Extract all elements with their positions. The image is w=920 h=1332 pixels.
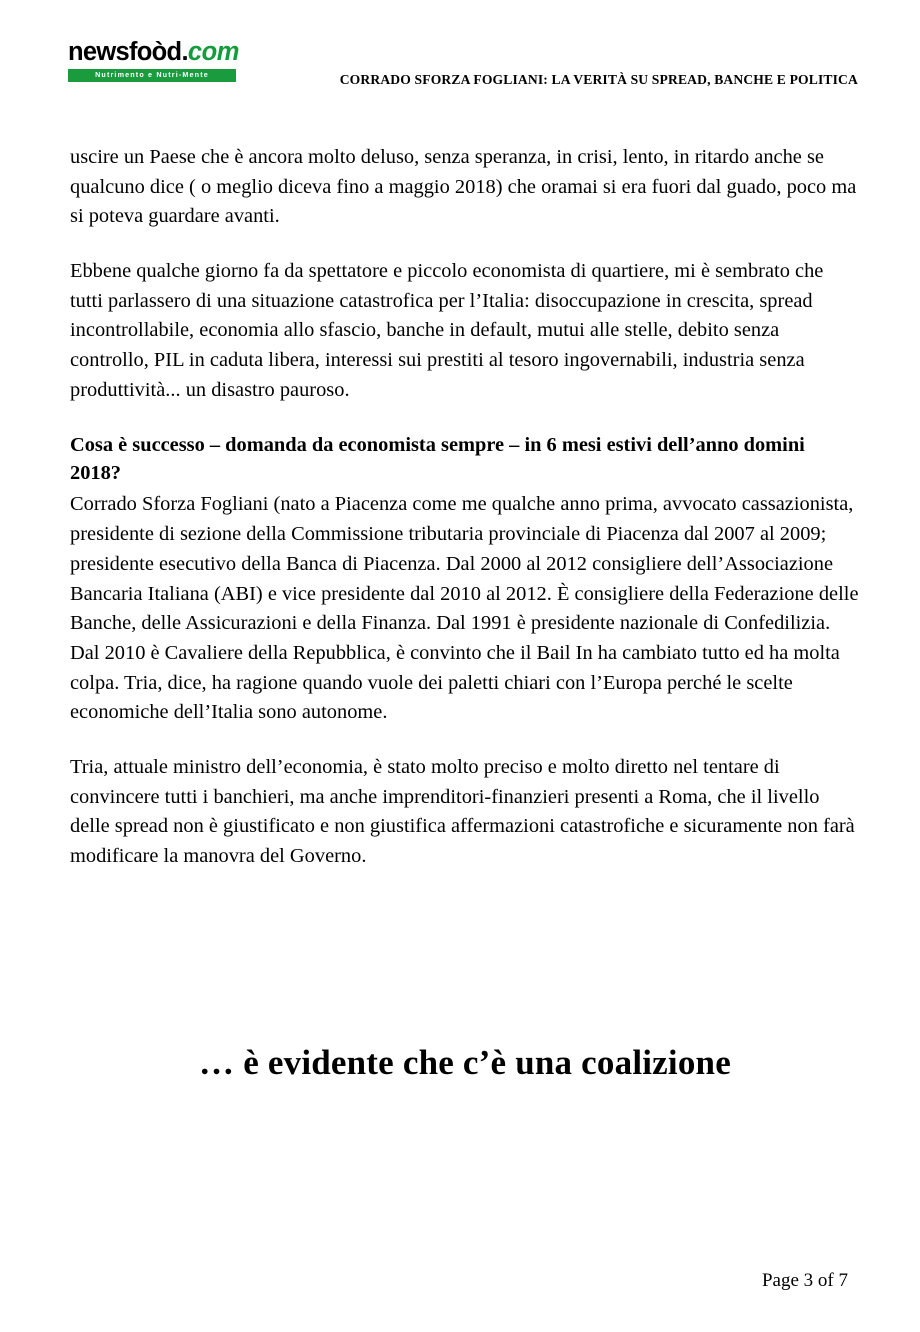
document-header-title: CORRADO SFORZA FOGLIANI: LA VERITÀ SU SPREAD, BANCHE E POLITICA bbox=[339, 72, 858, 87]
logo-dot: . bbox=[181, 38, 188, 66]
logo-word-accent: ò bbox=[151, 38, 167, 66]
section-heading-1: Cosa è successo – domanda da economista sempre – in 6 mesi estivi dell’anno domini 2018? bbox=[70, 433, 805, 485]
paragraph-4: Tria, attuale ministro dell’economia, è stato molto preciso e molto diretto nel tentare di convincere tutti i banchieri, ma anche imprenditori-finanzieri presenti a Roma, che il livello delle spread non è giustificato e non giustifica affermazioni catastrofiche e sicuramente non farà modificare la manovra del Governo. bbox=[70, 755, 855, 867]
newsfood-logo bbox=[68, 38, 244, 82]
logo-wordmark bbox=[68, 40, 244, 66]
paragraph-2: Ebbene qualche giorno fa da spettatore e piccolo economista di quartiere, mi è sembrato che tutti parlassero di una situazione catastrofica per l’Italia: disoccupazione in crescita, spread incontrollabile, economia allo sfascio, banche in default, mutui alle stelle, debito senza controllo, PIL in caduta libera, interessi sui prestiti al tesoro ingovernabili, industria senza produttività... un disastro pauroso. bbox=[70, 260, 824, 401]
logo-tagline-bar bbox=[68, 69, 236, 82]
logo-word-tail: d bbox=[166, 38, 182, 66]
paragraph-1: uscire un Paese che è ancora molto deluso, senza speranza, in crisi, lento, in ritardo anche se qualcuno dice ( o meglio diceva fino a maggio 2018) che oramai si era fuori dal guado, poco ma si poteva guardare avanti. bbox=[70, 146, 857, 228]
pullquote-headline: … è evidente che c’è una coalizione bbox=[199, 1043, 731, 1082]
logo-tagline: Nutrimento e Nutri-Mente bbox=[95, 70, 209, 80]
document-header bbox=[68, 38, 858, 116]
logo-word-main: newsfo bbox=[68, 38, 152, 66]
page-number-label: Page 3 of 7 bbox=[761, 1270, 848, 1292]
logo-com: com bbox=[187, 38, 240, 66]
paragraph-3: Corrado Sforza Fogliani (nato a Piacenza come me qualche anno prima, avvocato cassazionista, presidente di sezione della Commissione tributaria provinciale di Piacenza dal 2007 al 2009; presidente esecutivo della Banca di Piacenza. Dal 2000 al 2012 consigliere dell’Associazione Bancaria Italiana (ABI) e vice presidente dal 2010 al 2012. È consigliere della Federazione delle Banche, delle Assicurazioni e della Finanza. Dal 1991 è presidente nazionale di Confedilizia. Dal 2010 è Cavaliere della Repubblica, è convinto che il Bail In ha cambiato tutto ed ha molta colpa. Tria, dice, ha ragione quando vuole dei paletti chiari con l’Europa perché le scelte economiche dell’Italia sono autonome. bbox=[70, 493, 859, 724]
document-body bbox=[70, 143, 860, 872]
document-footer bbox=[70, 1269, 848, 1294]
